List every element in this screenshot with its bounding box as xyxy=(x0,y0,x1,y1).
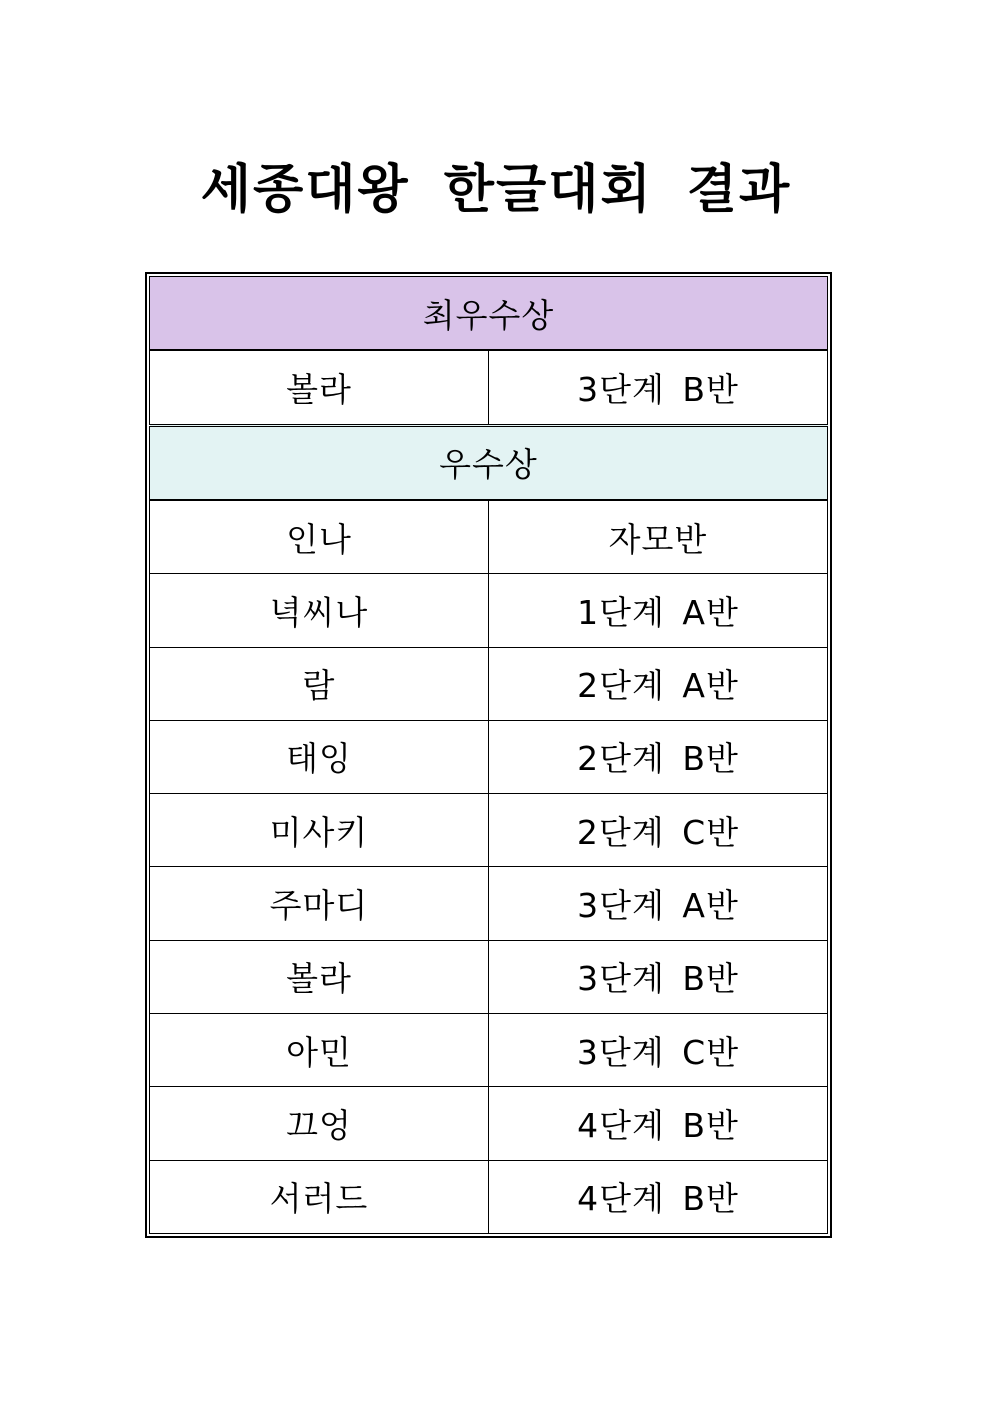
winner-class: 1단계 A반 xyxy=(489,574,828,647)
table-row xyxy=(150,1160,828,1233)
winner-name: 인나 xyxy=(150,500,489,574)
winner-name: 끄엉 xyxy=(150,1087,489,1160)
winner-name: 미사키 xyxy=(150,794,489,867)
section-header-grand-prize xyxy=(150,277,828,351)
table-row xyxy=(150,940,828,1013)
results-table-frame xyxy=(145,272,832,1238)
winner-class: 4단계 B반 xyxy=(489,1160,828,1233)
table-row xyxy=(150,574,828,647)
results-table xyxy=(149,276,828,1234)
winner-name: 태잉 xyxy=(150,720,489,793)
winner-class: 4단계 B반 xyxy=(489,1087,828,1160)
winner-class: 2단계 A반 xyxy=(489,647,828,720)
section-header-excellence-prize xyxy=(150,425,828,500)
table-row xyxy=(150,350,828,425)
table-row xyxy=(150,500,828,574)
table-row xyxy=(150,1014,828,1087)
winner-name: 주마디 xyxy=(150,867,489,940)
winner-class: 3단계 B반 xyxy=(489,350,828,425)
winner-name: 볼라 xyxy=(150,940,489,1013)
winner-class: 2단계 B반 xyxy=(489,720,828,793)
winner-class: 2단계 C반 xyxy=(489,794,828,867)
winner-class: 3단계 C반 xyxy=(489,1014,828,1087)
winner-class: 3단계 A반 xyxy=(489,867,828,940)
table-row xyxy=(150,647,828,720)
winner-name: 볼라 xyxy=(150,350,489,425)
table-row xyxy=(150,1087,828,1160)
page-title: 세종대왕 한글대회 결과 xyxy=(200,160,792,220)
section-heading: 우수상 xyxy=(150,425,828,500)
winner-class: 3단계 B반 xyxy=(489,940,828,1013)
winner-class: 자모반 xyxy=(489,500,828,574)
table-row xyxy=(150,867,828,940)
winner-name: 녁씨나 xyxy=(150,574,489,647)
winner-name: 아민 xyxy=(150,1014,489,1087)
winner-name: 서러드 xyxy=(150,1160,489,1233)
table-row xyxy=(150,794,828,867)
table-row xyxy=(150,720,828,793)
section-heading: 최우수상 xyxy=(150,277,828,351)
winner-name: 람 xyxy=(150,647,489,720)
